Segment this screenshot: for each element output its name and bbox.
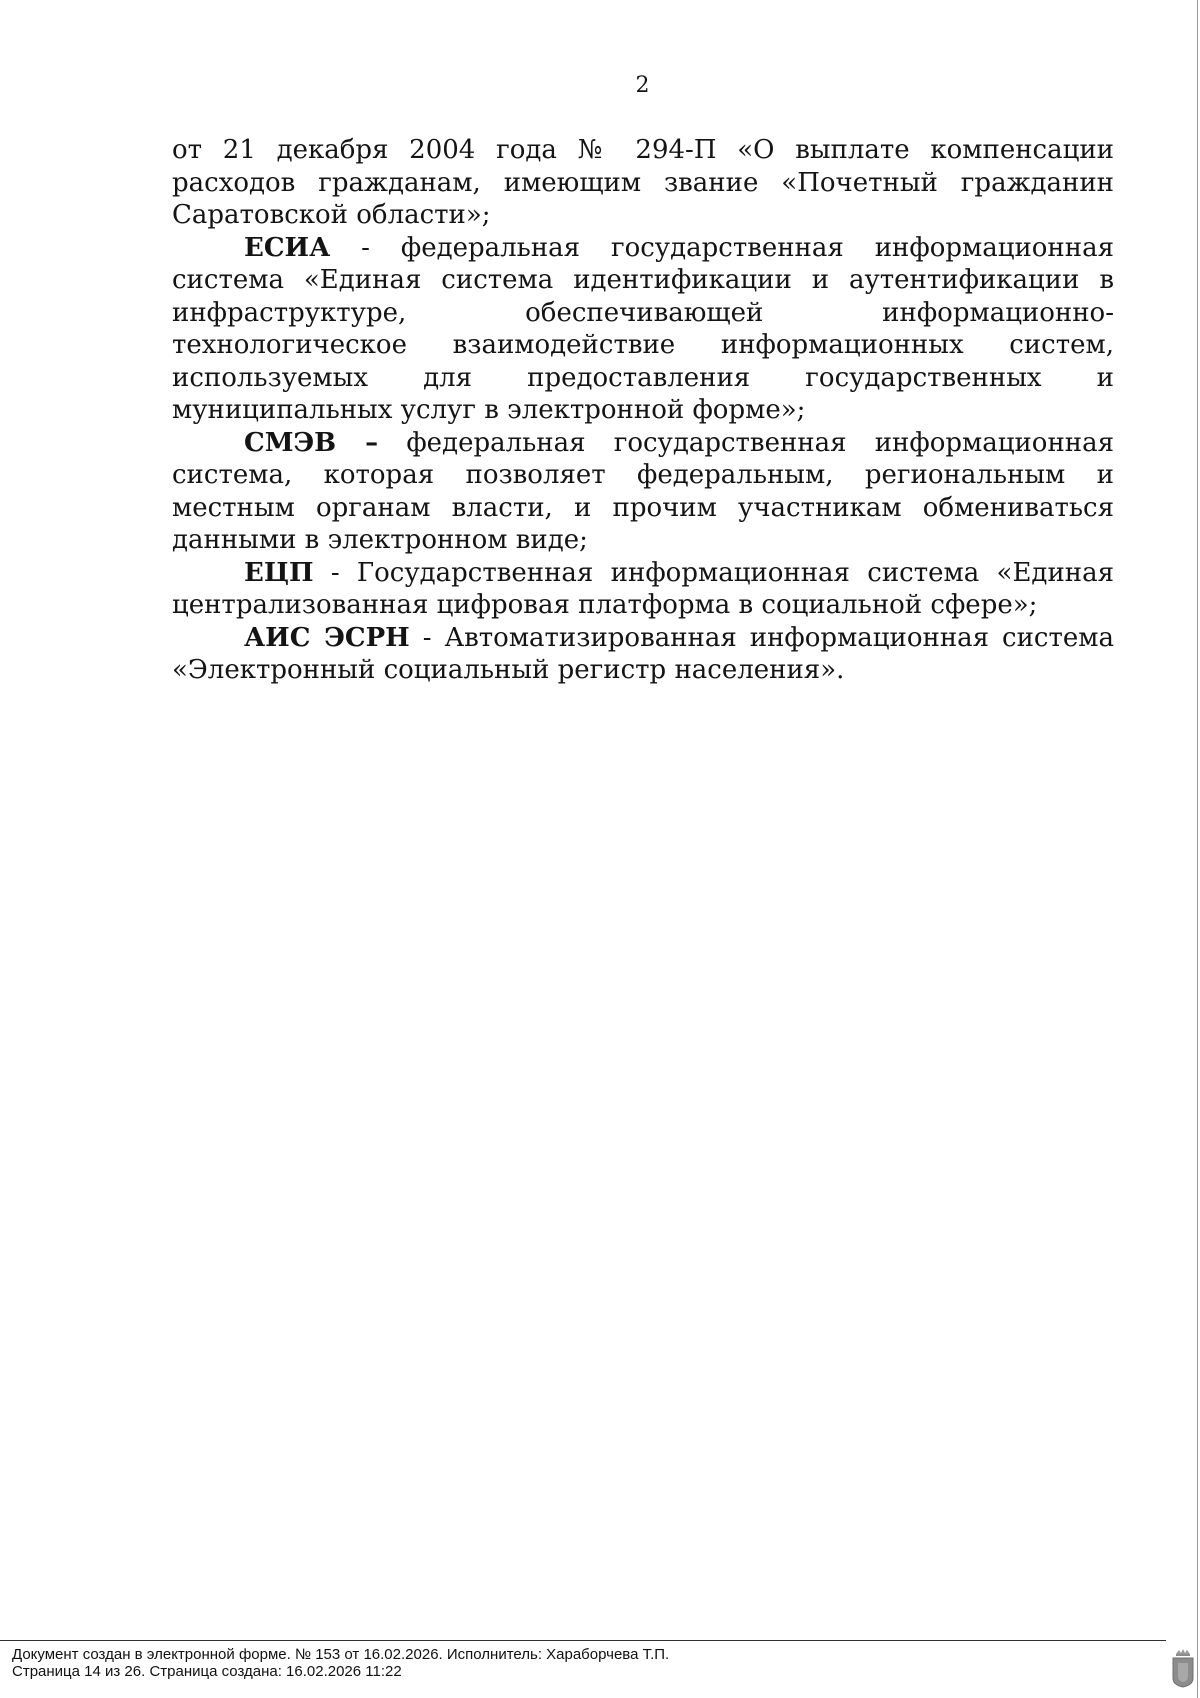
paragraph-ecp-definition bbox=[172, 557, 1114, 622]
term-ais-esrn: АИС ЭСРН bbox=[244, 622, 410, 653]
paragraph-decree-reference: от 21 декабря 2004 года № 294-П «О выплате компенсации расходов гражданам, имеющим звание «Почетный гражданин Саратовской области»; bbox=[172, 135, 1114, 230]
paragraph-ais-esrn-definition bbox=[172, 622, 1114, 687]
coat-of-arms-icon bbox=[1170, 1648, 1196, 1688]
footer-document-info: Документ создан в электронной форме. № 153 от 16.02.2026. Исполнитель: Хараборчева Т.П. bbox=[12, 1646, 670, 1663]
term-smev: СМЭВ – bbox=[244, 427, 379, 458]
definition-ais-esrn: - Автоматизированная информационная система «Электронный социальный регистр населения». bbox=[172, 622, 1114, 685]
definition-esia: - федеральная государственная информационная система «Единая система идентификации и аутентификации в инфраструктуре, обеспечивающей информационно-технологическое взаимодействие информационных систем, используемых для предоставления государственных и муниципальных услуг в электронной форме»; bbox=[172, 232, 1114, 425]
footer-divider bbox=[0, 1640, 1166, 1641]
definition-ecp: - Государственная информационная система «Единая централизованная цифровая платформа в социальной сфере»; bbox=[172, 557, 1114, 620]
term-ecp: ЕЦП bbox=[244, 557, 314, 588]
page-edge bbox=[1197, 0, 1198, 1698]
page-number: 2 bbox=[635, 73, 650, 98]
document-footer bbox=[12, 1646, 1112, 1680]
paragraph-esia-definition bbox=[172, 232, 1114, 427]
document-body bbox=[172, 134, 1114, 687]
footer-page-info: Страница 14 из 26. Страница создана: 16.02.2026 11:22 bbox=[12, 1663, 402, 1680]
paragraph-smev-definition bbox=[172, 427, 1114, 557]
definition-smev: федеральная государственная информационная система, которая позволяет федеральным, региональным и местным органам власти, и прочим участникам обмениваться данными в электронном виде; bbox=[172, 427, 1115, 555]
term-esia: ЕСИА bbox=[244, 232, 331, 263]
